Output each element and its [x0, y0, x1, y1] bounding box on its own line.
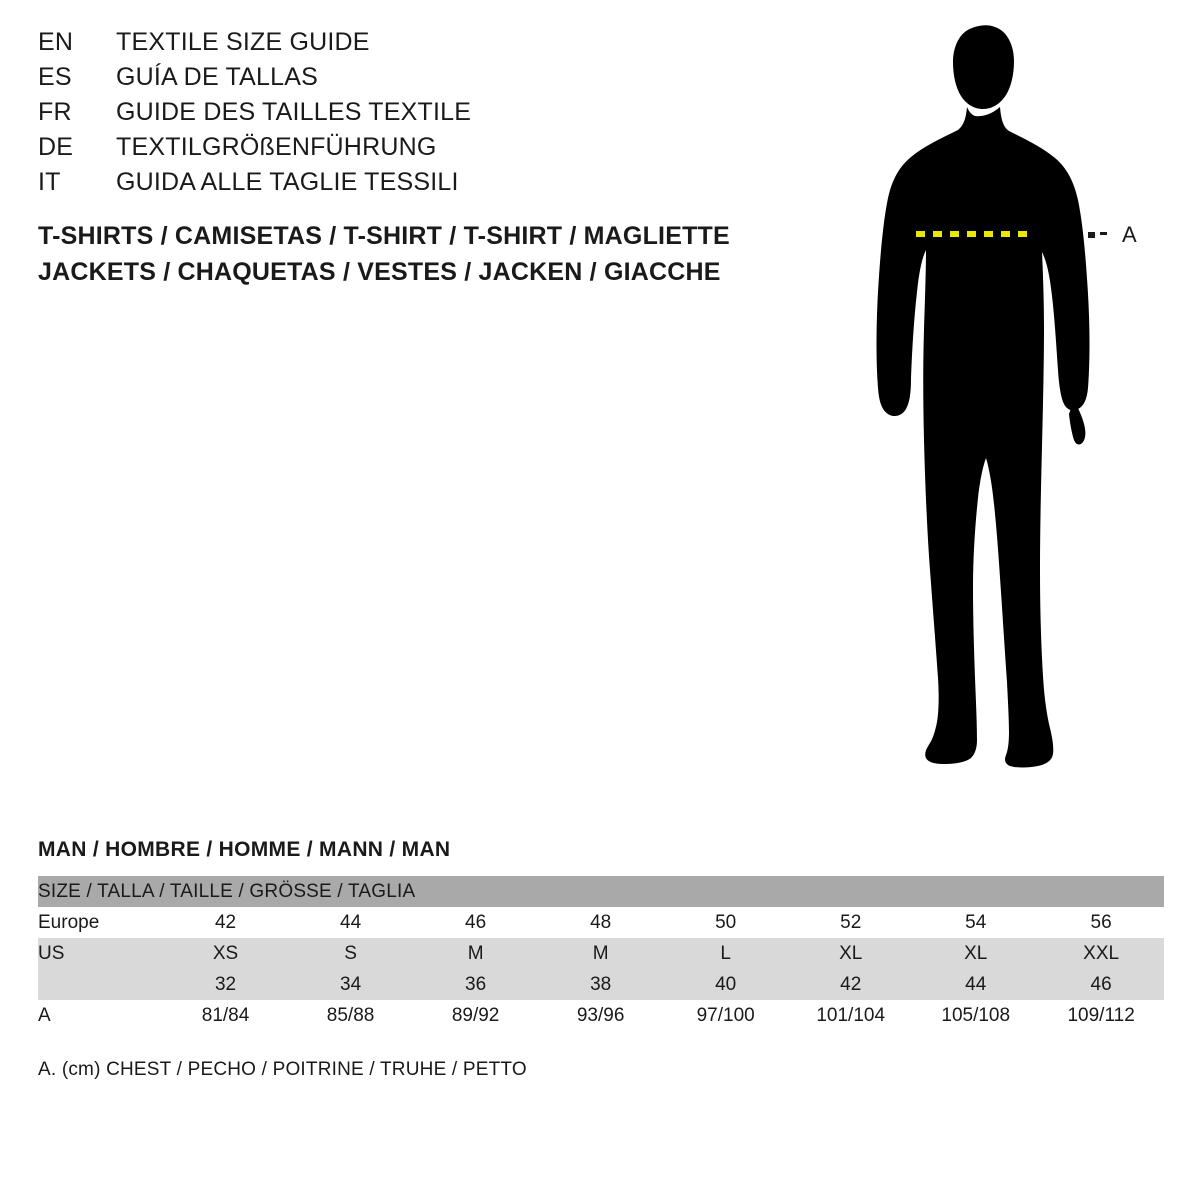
- language-row: [38, 63, 738, 98]
- language-code: FR: [38, 98, 72, 126]
- row-label: US: [38, 942, 65, 964]
- table-cell: L: [720, 942, 731, 964]
- table-cell: 32: [214, 973, 237, 995]
- language-text: GUÍA DE TALLAS: [116, 63, 318, 91]
- language-row: [38, 98, 738, 133]
- table-row: [38, 969, 1164, 1000]
- category-jackets: JACKETS / CHAQUETAS / VESTES / JACKEN / GIACCHE: [38, 258, 721, 286]
- language-row: [38, 133, 738, 168]
- table-cell: 48: [590, 911, 612, 933]
- size-table: [38, 876, 1164, 1031]
- table-cell: XL: [964, 942, 988, 964]
- table-cell: 109/112: [1067, 1004, 1135, 1026]
- category-headings: [38, 222, 798, 294]
- table-cell: 34: [340, 973, 362, 995]
- table-footnote: A. (cm) CHEST / PECHO / POITRINE / TRUHE / PETTO: [38, 1059, 527, 1080]
- language-text: GUIDA ALLE TAGLIE TESSILI: [116, 168, 459, 196]
- table-row: [38, 907, 1164, 938]
- table-cell: 85/88: [326, 1004, 375, 1026]
- table-cell: S: [344, 942, 357, 964]
- table-cell: 42: [840, 973, 862, 995]
- measure-leader-dashes: [1088, 232, 1116, 235]
- body-silhouette-figure: [820, 10, 1180, 790]
- table-cell: 50: [715, 911, 737, 933]
- language-code: EN: [38, 28, 74, 56]
- table-cell: 42: [214, 911, 237, 933]
- table-row: [38, 938, 1164, 969]
- language-code: DE: [38, 133, 74, 161]
- language-row: [38, 168, 738, 203]
- table-group-title: MAN / HOMBRE / HOMME / MANN / MAN: [38, 838, 451, 861]
- table-cell: 97/100: [696, 1004, 755, 1026]
- table-cell: 46: [1090, 973, 1112, 995]
- measure-label-a: A: [1122, 222, 1137, 247]
- language-text: TEXTILE SIZE GUIDE: [116, 28, 370, 56]
- table-header-label: SIZE / TALLA / TAILLE / GRÖSSE / TAGLIA: [38, 880, 416, 902]
- row-label: A: [38, 1004, 51, 1026]
- table-cell: 54: [965, 911, 987, 933]
- table-cell: 101/104: [816, 1004, 886, 1026]
- table-cell: M: [592, 942, 609, 964]
- size-table-section: [38, 838, 1164, 1081]
- row-label: [38, 969, 163, 1000]
- table-cell: 46: [465, 911, 487, 933]
- table-cell: 93/96: [576, 1004, 625, 1026]
- table-cell: 44: [340, 911, 362, 933]
- category-tshirts: T-SHIRTS / CAMISETAS / T-SHIRT / T-SHIRT / MAGLIETTE: [38, 222, 730, 250]
- table-cell: 38: [590, 973, 612, 995]
- male-body-silhouette: [877, 25, 1090, 767]
- row-label: Europe: [38, 911, 100, 933]
- table-cell: 56: [1090, 911, 1112, 933]
- table-cell: XL: [839, 942, 863, 964]
- table-cell: M: [467, 942, 484, 964]
- table-cell: 52: [840, 911, 862, 933]
- table-cell: 105/108: [941, 1004, 1011, 1026]
- table-cell: XS: [212, 942, 239, 964]
- table-cell: XXL: [1083, 942, 1120, 964]
- language-text: TEXTILGRÖßENFÜHRUNG: [116, 133, 437, 161]
- table-cell: 81/84: [201, 1004, 250, 1026]
- language-header-block: [38, 28, 738, 203]
- table-cell: 89/92: [451, 1004, 500, 1026]
- table-cell: 40: [715, 973, 737, 995]
- table-row: [38, 1000, 1164, 1031]
- table-header-row: [38, 876, 1164, 907]
- language-code: ES: [38, 63, 72, 91]
- table-cell: 44: [965, 973, 987, 995]
- table-cell: 36: [465, 973, 487, 995]
- language-row: [38, 28, 738, 63]
- language-text: GUIDE DES TAILLES TEXTILE: [116, 98, 472, 126]
- language-code: IT: [38, 168, 61, 196]
